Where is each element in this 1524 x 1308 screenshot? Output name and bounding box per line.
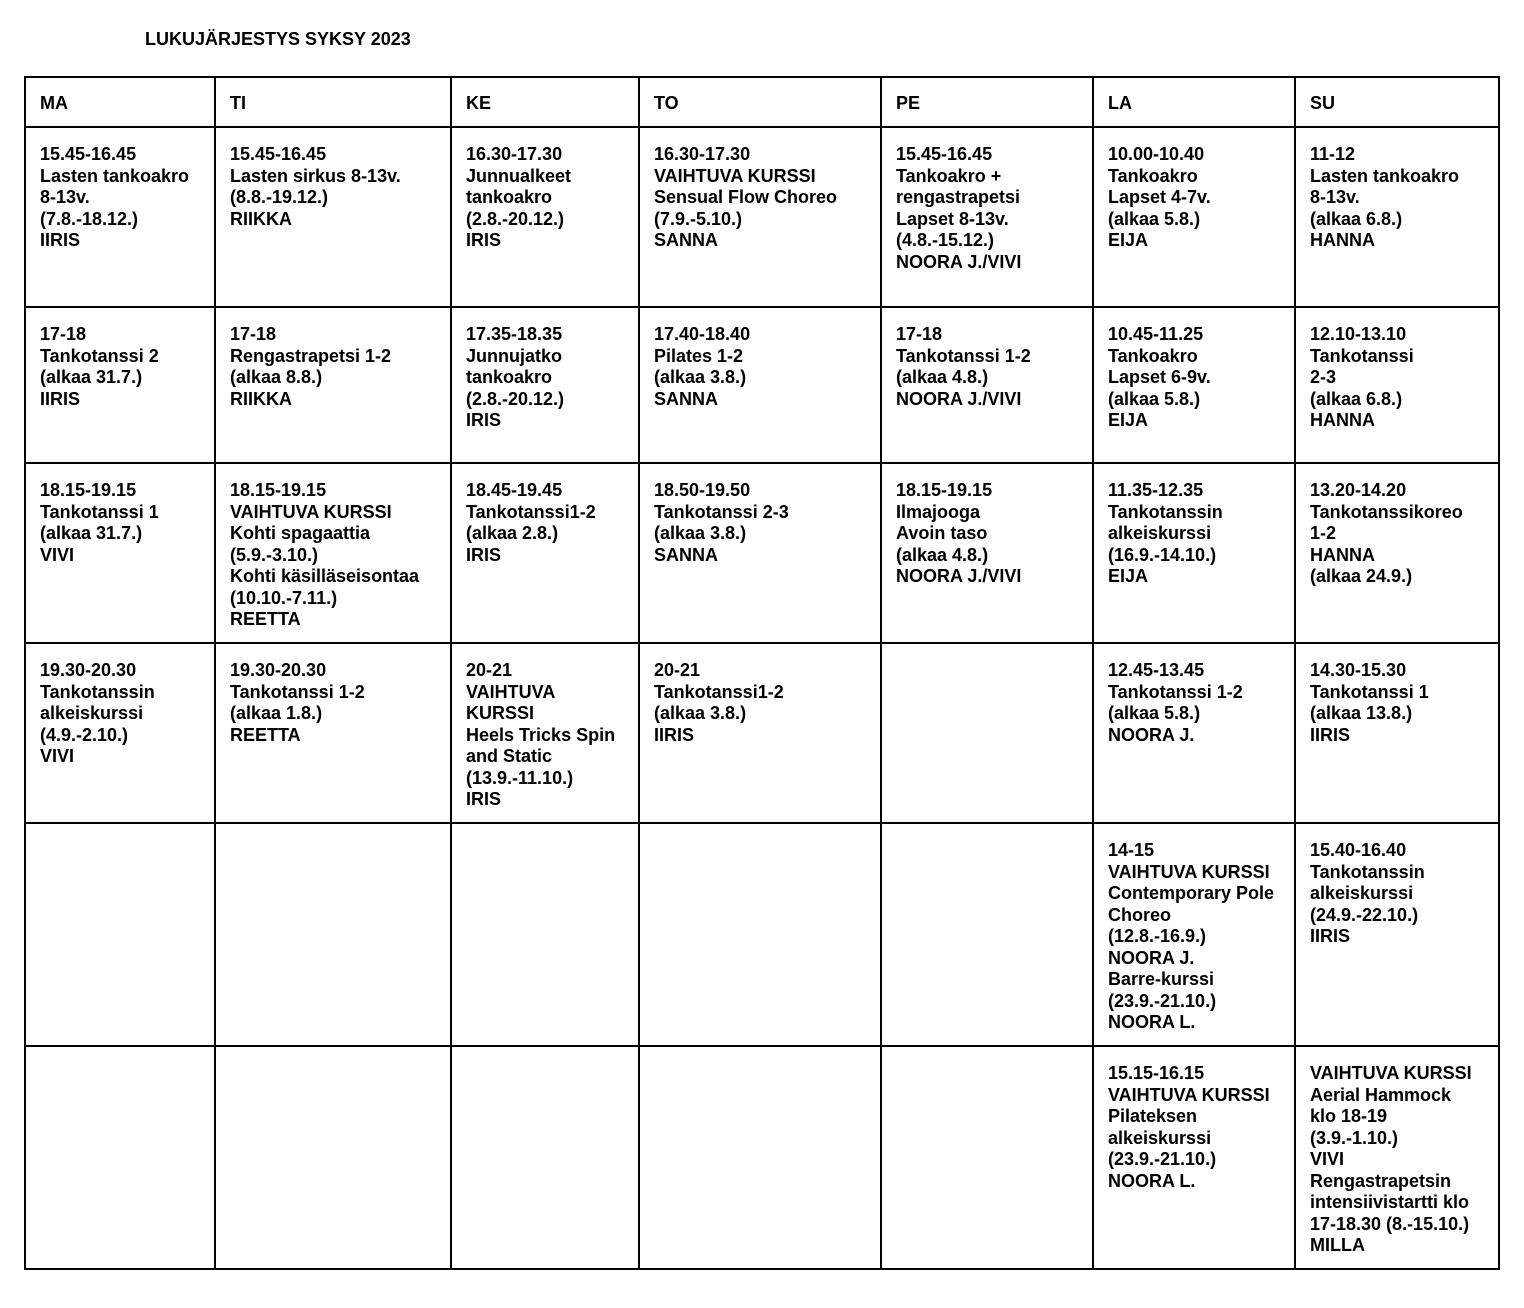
class-info-line: alkeiskurssi: [40, 703, 144, 723]
class-info-line: 12.45-13.45: [1108, 660, 1205, 680]
class-cell-ma: [25, 1046, 215, 1269]
class-info-line: Lasten tankoakro: [40, 165, 190, 186]
class-cell-ma: [25, 823, 215, 1046]
class-info-line: 17.40-18.40: [654, 324, 751, 344]
schedule-table: [24, 76, 1500, 1270]
class-info-line: 17-18: [230, 324, 277, 344]
class-info-line: tankoakro: [466, 367, 553, 387]
class-cell-ma: [25, 127, 215, 307]
class-info-line: 16.30-17.30: [654, 144, 751, 164]
class-info-line: 19.30-20.30: [230, 660, 327, 680]
class-cell-su: [1295, 823, 1499, 1046]
class-cell-ti: [215, 127, 451, 307]
class-info-line: (alkaa 4.8.): [896, 544, 989, 565]
class-info-line: 17-18: [40, 324, 87, 344]
class-info-line: NOORA L.: [1108, 1170, 1196, 1191]
class-info-line: (2.8.-20.12.): [466, 208, 565, 229]
class-info-line: (16.9.-14.10.): [1108, 544, 1217, 565]
class-info-line: Tankotanssi 2-3: [654, 501, 789, 522]
class-cell-to: [639, 127, 881, 307]
class-info-line: 18.15-19.15: [896, 480, 993, 500]
class-info-line: (alkaa 1.8.): [230, 703, 323, 723]
class-cell-ti: [215, 463, 451, 643]
class-info-line: (13.9.-11.10.): [466, 767, 574, 788]
class-info-line: Lasten sirkus 8-13v.: [230, 165, 401, 186]
class-info-line: (alkaa 24.9.): [1310, 566, 1413, 586]
class-info-line: Tankotanssi: [1310, 345, 1414, 366]
class-info-line: (alkaa 5.8.): [1108, 703, 1201, 723]
class-info-line: Tankotanssi 1-2: [230, 681, 365, 702]
class-info-line: (alkaa 3.8.): [654, 367, 747, 387]
schedule-row: [25, 127, 1499, 307]
class-info-line: Lasten tankoakro: [1310, 165, 1460, 186]
class-info-line: (5.9.-3.10.): [230, 544, 319, 565]
class-info-line: (23.9.-21.10.): [1108, 990, 1217, 1011]
day-header-ke: KE: [451, 77, 639, 127]
class-info-line: Ilmajooga: [896, 501, 981, 522]
class-info-line: Tankotanssin: [1108, 501, 1223, 522]
class-info-line: NOORA J./VIVI: [896, 251, 1022, 272]
class-info-line: 17-18.30 (8.-15.10.): [1310, 1213, 1470, 1234]
class-info-line: Tankotanssi 1-2: [1108, 681, 1243, 702]
class-info-line: RIIKKA: [230, 388, 292, 409]
class-cell-su: [1295, 127, 1499, 307]
class-info-line: VAIHTUVA KURSSI: [654, 165, 816, 186]
class-info-line: VIVI: [1310, 1149, 1345, 1169]
class-info-line: VAIHTUVA KURSSI: [1108, 1084, 1270, 1105]
class-info-line: 15.15-16.15: [1108, 1063, 1205, 1083]
class-cell-su: [1295, 643, 1499, 823]
class-cell-ke: [451, 823, 639, 1046]
class-info-line: (8.8.-19.12.): [230, 187, 329, 207]
class-info-line: IRIS: [466, 544, 502, 565]
class-info-line: IRIS: [466, 789, 502, 809]
class-cell-ke: [451, 127, 639, 307]
class-info-line: SANNA: [654, 230, 719, 250]
class-info-line: REETTA: [230, 724, 301, 745]
class-info-line: Kohti spagaattia: [230, 523, 371, 543]
class-info-line: (alkaa 6.8.): [1310, 388, 1403, 409]
class-info-line: (alkaa 2.8.): [466, 523, 559, 543]
class-cell-ke: [451, 463, 639, 643]
class-info-line: HANNA: [1310, 544, 1375, 565]
class-info-line: Tankoakro: [1108, 345, 1198, 366]
class-info-line: MILLA: [1310, 1235, 1365, 1255]
class-info-line: SANNA: [654, 388, 719, 409]
class-info-line: 1-2: [1310, 523, 1337, 543]
class-info-line: Avoin taso: [896, 523, 988, 543]
class-info-line: Tankotanssi 1: [1310, 681, 1429, 702]
class-info-line: REETTA: [230, 609, 301, 629]
class-info-line: KURSSI: [466, 703, 535, 723]
class-info-line: (3.9.-1.10.): [1310, 1127, 1399, 1148]
class-info-line: Tankotanssi 1-2: [896, 345, 1031, 366]
class-info-line: intensiivistartti klo: [1310, 1192, 1470, 1212]
class-cell-to: [639, 823, 881, 1046]
class-info-line: Tankotanssin: [1310, 861, 1425, 882]
class-info-line: EIJA: [1108, 566, 1149, 586]
class-info-line: (24.9.-22.10.): [1310, 904, 1419, 925]
day-header-to: TO: [639, 77, 881, 127]
class-cell-su: [1295, 1046, 1499, 1269]
class-info-line: NOORA J./VIVI: [896, 566, 1022, 586]
class-info-line: 14-15: [1108, 840, 1155, 860]
class-info-line: EIJA: [1108, 230, 1149, 250]
class-cell-pe: [881, 643, 1093, 823]
class-info-line: 18.45-19.45: [466, 480, 563, 500]
class-info-line: EIJA: [1108, 410, 1149, 430]
class-info-line: 11-12: [1310, 144, 1356, 164]
class-info-line: Rengastrapetsin: [1310, 1170, 1452, 1191]
class-info-line: IIRIS: [1310, 926, 1351, 946]
class-cell-to: [639, 307, 881, 463]
class-info-line: 2-3: [1310, 367, 1337, 387]
class-info-line: Lapset 8-13v.: [896, 208, 1009, 229]
class-info-line: Junnualkeet: [466, 165, 572, 186]
class-info-line: HANNA: [1310, 410, 1375, 430]
day-header-su: SU: [1295, 77, 1499, 127]
schedule-row: [25, 643, 1499, 823]
class-info-line: 10.00-10.40: [1108, 144, 1205, 164]
class-info-line: 10.45-11.25: [1108, 324, 1204, 344]
class-cell-pe: [881, 307, 1093, 463]
class-cell-ti: [215, 307, 451, 463]
class-info-line: IRIS: [466, 230, 502, 250]
class-cell-ti: [215, 1046, 451, 1269]
class-info-line: Choreo: [1108, 904, 1171, 925]
schedule-row: [25, 463, 1499, 643]
page-title: LUKUJÄRJESTYS SYKSY 2023: [145, 29, 411, 49]
class-cell-pe: [881, 823, 1093, 1046]
class-info-line: Junnujatko: [466, 345, 563, 366]
class-cell-su: [1295, 463, 1499, 643]
class-info-line: 17.35-18.35: [466, 324, 563, 344]
class-cell-pe: [881, 463, 1093, 643]
class-info-line: (7.8.-18.12.): [40, 208, 139, 229]
class-info-line: Pilates 1-2: [654, 345, 744, 366]
class-info-line: (4.9.-2.10.): [40, 724, 129, 745]
class-cell-la: [1093, 1046, 1295, 1269]
class-info-line: Lapset 4-7v.: [1108, 187, 1211, 207]
class-cell-pe: [881, 127, 1093, 307]
class-info-line: (alkaa 3.8.): [654, 523, 747, 543]
class-info-line: VAIHTUVA KURSSI: [1108, 861, 1270, 882]
class-info-line: VAIHTUVA KURSSI: [1310, 1063, 1472, 1083]
class-info-line: alkeiskurssi: [1108, 523, 1212, 543]
class-info-line: 18.15-19.15: [40, 480, 137, 500]
class-info-line: (7.9.-5.10.): [654, 208, 743, 229]
class-info-line: (2.8.-20.12.): [466, 388, 565, 409]
class-info-line: 14.30-15.30: [1310, 660, 1407, 680]
class-info-line: 11.35-12.35: [1108, 480, 1204, 500]
schedule-row: [25, 823, 1499, 1046]
class-info-line: IRIS: [466, 410, 502, 430]
class-info-line: Tankotanssikoreo: [1310, 501, 1463, 522]
class-cell-pe: [881, 1046, 1093, 1269]
class-info-line: Contemporary Pole: [1108, 883, 1275, 903]
day-header-ma: MA: [25, 77, 215, 127]
class-info-line: Tankotanssi 2: [40, 345, 159, 366]
schedule-row: [25, 1046, 1499, 1269]
class-cell-to: [639, 643, 881, 823]
class-cell-la: [1093, 307, 1295, 463]
class-info-line: Tankoakro: [1108, 165, 1198, 186]
class-cell-la: [1093, 463, 1295, 643]
class-info-line: klo 18-19: [1310, 1106, 1388, 1126]
class-cell-ke: [451, 1046, 639, 1269]
class-info-line: Tankotanssi1-2: [466, 501, 596, 522]
class-info-line: Tankotanssin: [40, 681, 155, 702]
class-cell-to: [639, 1046, 881, 1269]
class-info-line: IIRIS: [40, 388, 81, 409]
class-info-line: (12.8.-16.9.): [1108, 926, 1207, 946]
day-header-la: LA: [1093, 77, 1295, 127]
class-cell-su: [1295, 307, 1499, 463]
class-info-line: 8-13v.: [40, 187, 90, 207]
class-info-line: (alkaa 3.8.): [654, 703, 747, 723]
class-info-line: Tankotanssi1-2: [654, 681, 784, 702]
class-info-line: Rengastrapetsi 1-2: [230, 345, 392, 366]
class-info-line: alkeiskurssi: [1108, 1127, 1212, 1148]
class-info-line: (alkaa 31.7.): [40, 523, 143, 543]
class-info-line: Kohti käsilläseisontaa: [230, 566, 420, 586]
class-info-line: rengastrapetsi: [896, 187, 1021, 207]
class-info-line: IIRIS: [1310, 724, 1351, 745]
class-info-line: Barre-kurssi: [1108, 969, 1215, 989]
class-info-line: alkeiskurssi: [1310, 883, 1414, 903]
class-info-line: 15.45-16.45: [230, 144, 327, 164]
class-info-line: 16.30-17.30: [466, 144, 563, 164]
class-info-line: Pilateksen: [1108, 1106, 1198, 1126]
class-info-line: IIRIS: [40, 230, 81, 250]
class-info-line: VAIHTUVA KURSSI: [230, 501, 392, 522]
class-info-line: Heels Tricks Spin: [466, 724, 616, 745]
class-info-line: (alkaa 4.8.): [896, 367, 989, 387]
class-cell-ma: [25, 307, 215, 463]
class-info-line: (alkaa 5.8.): [1108, 208, 1201, 229]
day-header-ti: TI: [215, 77, 451, 127]
class-info-line: 19.30-20.30: [40, 660, 137, 680]
class-cell-ma: [25, 463, 215, 643]
class-info-line: 18.50-19.50: [654, 480, 751, 500]
class-info-line: 20-21: [466, 660, 513, 680]
class-info-line: (alkaa 13.8.): [1310, 703, 1413, 723]
schedule-row: [25, 307, 1499, 463]
class-info-line: RIIKKA: [230, 208, 292, 229]
day-header-row: [25, 77, 1499, 127]
class-info-line: (alkaa 31.7.): [40, 367, 143, 387]
class-info-line: (10.10.-7.11.): [230, 587, 338, 608]
class-info-line: tankoakro: [466, 187, 553, 207]
class-info-line: VIVI: [40, 544, 75, 565]
class-info-line: 15.45-16.45: [896, 144, 993, 164]
class-info-line: 13.20-14.20: [1310, 480, 1407, 500]
class-info-line: (alkaa 8.8.): [230, 367, 323, 387]
class-info-line: NOORA J.: [1108, 947, 1195, 968]
class-cell-ti: [215, 823, 451, 1046]
class-info-line: HANNA: [1310, 230, 1375, 250]
class-info-line: 15.45-16.45: [40, 144, 137, 164]
class-info-line: (23.9.-21.10.): [1108, 1149, 1217, 1169]
class-info-line: (alkaa 6.8.): [1310, 208, 1403, 229]
class-info-line: IIRIS: [654, 724, 695, 745]
class-info-line: 8-13v.: [1310, 187, 1360, 207]
class-info-line: 20-21: [654, 660, 701, 680]
class-info-line: NOORA J.: [1108, 724, 1195, 745]
class-info-line: Sensual Flow Choreo: [654, 187, 838, 207]
class-cell-la: [1093, 823, 1295, 1046]
class-info-line: Tankoakro +: [896, 165, 1002, 186]
class-info-line: 12.10-13.10: [1310, 324, 1407, 344]
class-info-line: 17-18: [896, 324, 943, 344]
class-info-line: 15.40-16.40: [1310, 840, 1407, 860]
class-info-line: (4.8.-15.12.): [896, 230, 995, 250]
class-info-line: SANNA: [654, 544, 719, 565]
class-info-line: VAIHTUVA: [466, 681, 556, 702]
class-info-line: (alkaa 5.8.): [1108, 388, 1201, 409]
class-cell-ma: [25, 643, 215, 823]
class-info-line: 18.15-19.15: [230, 480, 327, 500]
class-cell-ke: [451, 643, 639, 823]
class-cell-to: [639, 463, 881, 643]
class-info-line: Tankotanssi 1: [40, 501, 159, 522]
day-header-pe: PE: [881, 77, 1093, 127]
class-info-line: Aerial Hammock: [1310, 1084, 1452, 1105]
class-cell-ti: [215, 643, 451, 823]
class-info-line: and Static: [466, 746, 553, 766]
class-cell-la: [1093, 643, 1295, 823]
class-info-line: NOORA L.: [1108, 1012, 1196, 1032]
class-cell-la: [1093, 127, 1295, 307]
class-info-line: VIVI: [40, 746, 75, 766]
class-cell-ke: [451, 307, 639, 463]
class-info-line: NOORA J./VIVI: [896, 388, 1022, 409]
class-info-line: Lapset 6-9v.: [1108, 367, 1211, 387]
